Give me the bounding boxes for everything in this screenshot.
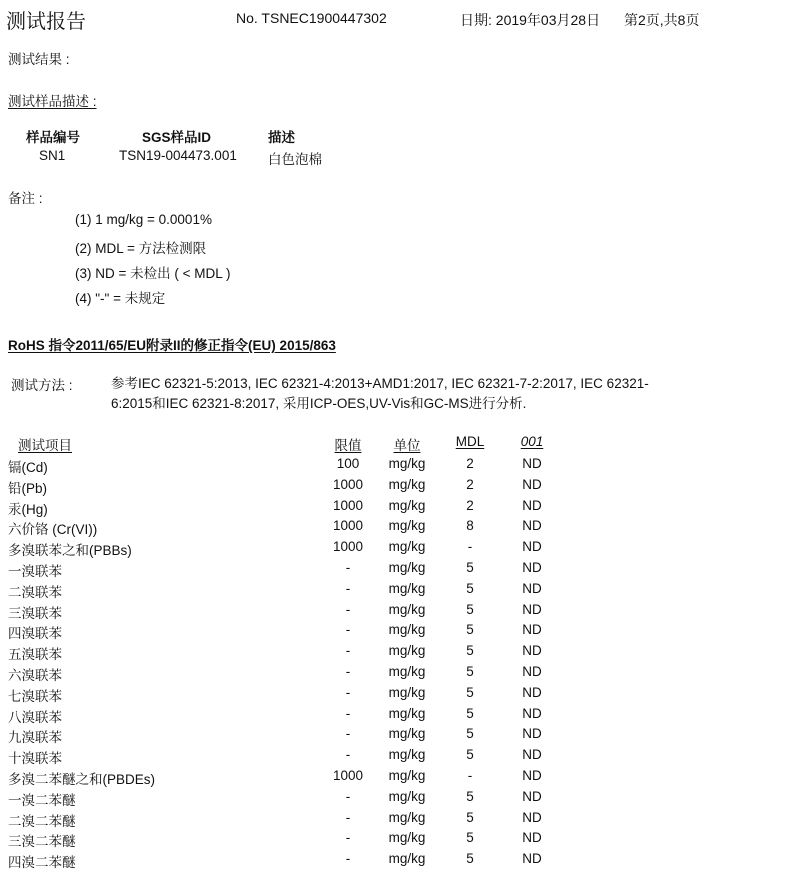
table-row (0, 664, 790, 685)
sample-header-sgs-id: SGS样品ID (142, 130, 212, 145)
sample-no-value: SN1 (39, 148, 66, 163)
table-row (0, 810, 790, 831)
table-row (0, 477, 790, 498)
table-row (0, 498, 790, 519)
mdl-cell: 5 (466, 643, 474, 659)
header-mdl: MDL (455, 434, 485, 449)
sample-description-value: 白色泡棉 (268, 152, 322, 167)
limit-cell: - (345, 622, 351, 638)
mdl-cell: 2 (466, 476, 474, 492)
test-item-cell: 汞(Hg) (8, 501, 48, 517)
header-sample-001: 001 (520, 434, 544, 449)
test-item-cell: 四溴联苯 (8, 626, 62, 642)
limit-cell: - (345, 684, 351, 700)
test-item-cell: 十溴联苯 (8, 751, 62, 767)
table-row (0, 851, 790, 872)
limit-cell: - (345, 809, 351, 825)
sample-sgs-id-value: TSN19-004473.001 (119, 148, 237, 163)
test-item-cell: 多溴联苯之和(PBBs) (8, 543, 132, 559)
test-item-cell: 一溴二苯醚 (8, 792, 76, 808)
note-1: (1) 1 mg/kg = 0.0001% (75, 212, 212, 227)
table-row (0, 706, 790, 727)
test-item-cell: 一溴联苯 (8, 564, 62, 579)
result-001-cell: ND (522, 643, 542, 659)
mdl-cell: - (467, 768, 473, 783)
result-001-cell: ND (522, 851, 542, 867)
limit-cell: - (345, 601, 351, 617)
mdl-cell: 8 (466, 518, 474, 534)
mdl-cell: 5 (466, 622, 474, 638)
mdl-cell: - (467, 539, 473, 555)
unit-cell: mg/kg (388, 726, 426, 742)
header-unit: 单位 (393, 438, 421, 453)
test-item-cell: 七溴联苯 (8, 688, 62, 704)
results-label: 测试结果 : (8, 52, 70, 67)
table-row (0, 830, 790, 851)
table-row (0, 539, 790, 560)
mdl-cell: 5 (466, 684, 474, 700)
result-001-cell: ND (522, 518, 542, 534)
unit-cell: mg/kg (388, 684, 426, 700)
table-row (0, 726, 790, 747)
limit-cell: 100 (336, 456, 360, 471)
limit-cell: - (345, 726, 351, 742)
note-2: (2) MDL = 方法检测限 (75, 241, 207, 256)
note-4: (4) "-" = 未规定 (75, 291, 166, 306)
report-title: 测试报告 (6, 9, 86, 33)
unit-cell: mg/kg (388, 560, 426, 575)
table-row (0, 643, 790, 664)
test-item-cell: 四溴二苯醚 (8, 855, 76, 871)
unit-cell: mg/kg (388, 622, 426, 638)
report-number: No. TSNEC1900447302 (236, 10, 387, 26)
unit-cell: mg/kg (388, 497, 426, 513)
table-row (0, 456, 790, 477)
report-date: 日期: 2019年03月28日 (460, 12, 601, 28)
limit-cell: - (345, 580, 351, 596)
result-001-cell: ND (522, 580, 542, 596)
test-item-cell: 二溴二苯醚 (8, 813, 76, 829)
limit-cell: - (345, 664, 351, 679)
unit-cell: mg/kg (388, 518, 426, 534)
sample-header-description: 描述 (268, 130, 295, 145)
result-001-cell: ND (522, 768, 542, 783)
result-001-cell: ND (522, 476, 542, 492)
limit-cell: - (345, 788, 351, 804)
method-text: 参考IEC 62321-5:2013, IEC 62321-4:2013+AMD1:2017, IEC 62321-7-2:2017, IEC 62321-6:2015和IEC 62321-8:2017, 采用ICP-OES,UV-Vis和GC-MS进行分析. (111, 376, 649, 411)
test-item-cell: 六价铬 (Cr(VI)) (8, 522, 98, 538)
table-row (0, 518, 790, 539)
table-row (0, 768, 790, 789)
result-001-cell: ND (522, 788, 542, 804)
result-001-cell: ND (522, 830, 542, 846)
unit-cell: mg/kg (388, 456, 426, 471)
mdl-cell: 5 (466, 664, 474, 679)
header-limit: 限值 (334, 438, 362, 453)
sample-header-no: 样品编号 (26, 130, 80, 145)
result-001-cell: ND (522, 747, 542, 763)
limit-cell: - (345, 705, 351, 721)
method-label: 测试方法 : (11, 378, 73, 393)
mdl-cell: 5 (466, 705, 474, 721)
limit-cell: - (345, 643, 351, 659)
unit-cell: mg/kg (388, 747, 426, 763)
test-item-cell: 三溴联苯 (8, 605, 62, 621)
table-row (0, 747, 790, 768)
limit-cell: - (345, 560, 351, 575)
test-item-cell: 三溴二苯醚 (8, 834, 76, 850)
mdl-cell: 5 (466, 726, 474, 742)
table-row (0, 685, 790, 706)
unit-cell: mg/kg (388, 809, 426, 825)
header-test-item: 测试项目 (18, 438, 72, 453)
limit-cell: 1000 (332, 539, 364, 555)
test-item-cell: 五溴联苯 (8, 647, 62, 663)
test-item-cell: 铅(Pb) (8, 480, 48, 496)
mdl-cell: 5 (466, 788, 474, 804)
table-row (0, 560, 790, 581)
mdl-cell: 2 (466, 497, 474, 513)
result-001-cell: ND (522, 497, 542, 513)
table-row (0, 622, 790, 643)
section-title: RoHS 指令2011/65/EU附录II的修正指令(EU) 2015/863 (8, 338, 336, 353)
limit-cell: - (345, 830, 351, 846)
limit-cell: 1000 (332, 497, 364, 513)
table-row (0, 602, 790, 623)
result-001-cell: ND (522, 560, 542, 575)
result-001-cell: ND (522, 539, 542, 555)
limit-cell: - (345, 851, 351, 867)
table-row (0, 789, 790, 810)
mdl-cell: 5 (466, 560, 474, 575)
unit-cell: mg/kg (388, 643, 426, 659)
result-001-cell: ND (522, 622, 542, 638)
limit-cell: 1000 (332, 518, 364, 534)
test-item-cell: 九溴联苯 (8, 730, 62, 746)
results-table-header (0, 434, 790, 455)
mdl-cell: 5 (466, 601, 474, 617)
unit-cell: mg/kg (388, 601, 426, 617)
test-item-cell: 镉(Cd) (8, 460, 48, 475)
limit-cell: 1000 (332, 476, 364, 492)
table-row (0, 581, 790, 602)
result-001-cell: ND (522, 664, 542, 679)
unit-cell: mg/kg (388, 788, 426, 804)
result-001-cell: ND (522, 726, 542, 742)
mdl-cell: 5 (466, 809, 474, 825)
result-001-cell: ND (522, 456, 542, 471)
unit-cell: mg/kg (388, 664, 426, 679)
unit-cell: mg/kg (388, 705, 426, 721)
sample-description-label: 测试样品描述 : (8, 94, 97, 109)
mdl-cell: 5 (466, 830, 474, 846)
limit-cell: - (345, 747, 351, 763)
unit-cell: mg/kg (388, 851, 426, 867)
unit-cell: mg/kg (388, 830, 426, 846)
result-001-cell: ND (522, 809, 542, 825)
mdl-cell: 5 (466, 580, 474, 596)
result-001-cell: ND (522, 705, 542, 721)
test-item-cell: 多溴二苯醚之和(PBDEs) (8, 772, 156, 787)
mdl-cell: 2 (466, 456, 474, 471)
test-item-cell: 二溴联苯 (8, 584, 62, 600)
unit-cell: mg/kg (388, 768, 426, 783)
unit-cell: mg/kg (388, 539, 426, 555)
limit-cell: 1000 (332, 768, 364, 783)
test-item-cell: 八溴联苯 (8, 709, 62, 725)
result-001-cell: ND (522, 684, 542, 700)
remarks-label: 备注 : (8, 191, 43, 206)
test-item-cell: 六溴联苯 (8, 668, 62, 683)
result-001-cell: ND (522, 601, 542, 617)
mdl-cell: 5 (466, 747, 474, 763)
mdl-cell: 5 (466, 851, 474, 867)
page-indicator: 第2页,共8页 (624, 12, 700, 28)
note-3: (3) ND = 未检出 ( < MDL ) (75, 266, 231, 281)
unit-cell: mg/kg (388, 476, 426, 492)
unit-cell: mg/kg (388, 580, 426, 596)
